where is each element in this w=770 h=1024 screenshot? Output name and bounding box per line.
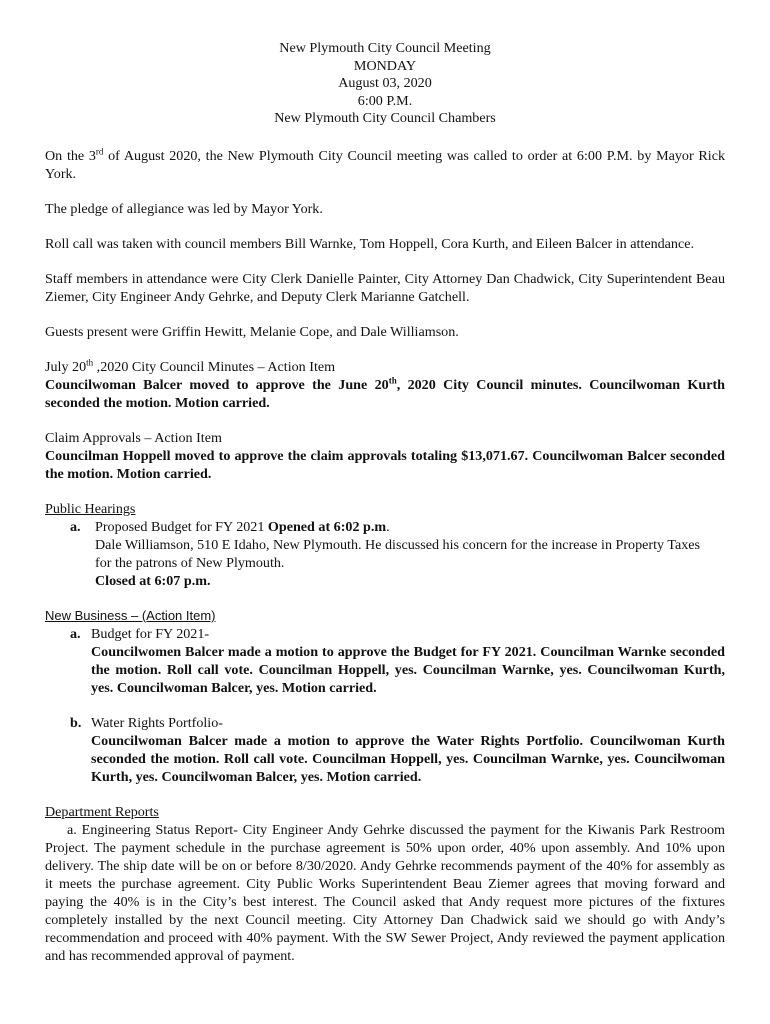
header-title: New Plymouth City Council Meeting: [279, 40, 491, 56]
meeting-header: [45, 40, 725, 128]
department-reports-section: [45, 803, 725, 965]
new-business-item-marker: b.: [70, 714, 82, 731]
spacer: [45, 697, 725, 714]
staff-paragraph: Staff members in attendance were City Clerk Danielle Painter, City Attorney Dan Chadwick, City Superintendent Beau Ziemer, City Engineer Andy Gehrke, and Deputy Clerk Marianne Gatchell.: [45, 270, 725, 305]
department-reports-heading: Department Reports: [45, 803, 159, 820]
new-business-item: [45, 625, 725, 697]
public-hearing-detail: Dale Williamson, 510 E Idaho, New Plymouth. He discussed his concern for the increase in Property Taxes for the patrons of New Plymouth.: [95, 536, 700, 571]
engineering-report: a. Engineering Status Report- City Engineer Andy Gehrke discussed the payment for the Kiwanis Park Restroom Project. The payment schedule in the purchase agreement is 50% upon order, 40% upon assembly. And 10% upon delivery. The ship date will be on or before 8/30/2020. Andy Gehrke recommends payment of the 40% for assembly as it meets the purchase agreement. City Public Works Superintendent Beau Ziemer agrees that moving forward and paying the 40% is in the City’s best interest. The Council asked that Andy request more pictures of the fixtures completely installed by the next Council meeting. City Attorney Dan Chadwick said we should go with Andy’s recommendation and proceed with 40% payment. With the SW Sewer Project, Andy reviewed the payment application and has recommended approval of payment.: [45, 821, 725, 964]
header-date: August 03, 2020: [338, 75, 432, 92]
roll-call-paragraph: Roll call was taken with council members Bill Warnke, Tom Hoppell, Cora Kurth, and Eileen Balcer in attendance.: [45, 235, 695, 252]
pledge-paragraph: The pledge of allegiance was led by Mayor York.: [45, 200, 323, 217]
header-time: 6:00 P.M.: [357, 92, 413, 109]
claims-heading: Claim Approvals – Action Item: [45, 429, 222, 446]
minutes-heading-b: ,2020 City Council Minutes – Action Item: [93, 358, 336, 375]
public-hearing-closed: Closed at 6:07 p.m.: [95, 572, 211, 589]
minutes-motion-sup: th: [388, 375, 397, 386]
minutes-heading-a: July 20: [45, 358, 87, 375]
new-business-section: [45, 607, 725, 786]
intro-text-b: of August 2020, the New Plymouth City Council meeting was called to order at 6:00 P.M. by Mayor Rick York.: [45, 147, 725, 182]
minutes-heading: [45, 358, 725, 376]
public-hearing-marker: a.: [70, 518, 81, 535]
minutes-motion-b: , 2020 City Council minutes. Councilwoman Kurth seconded the motion. Motion carried.: [45, 376, 726, 411]
new-business-heading: New Business – (Action Item): [45, 607, 216, 623]
header-location: New Plymouth City Council Chambers: [274, 110, 496, 127]
intro-paragraph: [45, 147, 725, 183]
minutes-section: [45, 358, 725, 412]
guests-paragraph: Guests present were Griffin Hewitt, Melanie Cope, and Dale Williamson.: [45, 323, 459, 340]
new-business-item-motion: Councilwoman Balcer made a motion to approve the Water Rights Portfolio. Councilwoman Kurth seconded the motion. Roll call vote. Councilman Hoppell, yes. Councilman Warnke, yes. Councilwoman Kurth, yes. Councilwoman Balcer, yes. Motion carried.: [91, 732, 725, 785]
public-hearing-opened: Opened at 6:02 p.m: [267, 518, 387, 535]
intro-sup: rd: [95, 146, 104, 157]
minutes-motion-a: Councilwoman Balcer moved to approve the June 20: [45, 376, 389, 393]
new-business-item-marker: a.: [70, 625, 81, 642]
claims-section: [45, 429, 725, 483]
intro-text-a: On the 3: [45, 147, 96, 164]
new-business-item-title: Budget for FY 2021-: [91, 625, 210, 642]
public-hearings-section: [45, 500, 725, 590]
public-hearing-title: [95, 518, 725, 536]
claims-motion: Councilman Hoppell moved to approve the claim approvals totaling $13,071.67. Councilwoman Balcer seconded the motion. Motion carried.: [45, 447, 725, 482]
new-business-item-motion: Councilwomen Balcer made a motion to approve the Budget for FY 2021. Councilman Warnke seconded the motion. Roll call vote. Councilman Hoppell, yes. Councilman Warnke, yes. Councilwoman Kurth, yes. Councilwoman Balcer, yes. Motion carried.: [91, 643, 725, 696]
minutes-heading-sup: th: [86, 357, 94, 368]
minutes-motion: [45, 376, 725, 412]
public-hearing-item: [45, 518, 725, 590]
public-hearings-heading: Public Hearings: [45, 500, 136, 517]
new-business-item-title: Water Rights Portfolio-: [91, 714, 223, 731]
public-hearing-title-text: Proposed Budget for FY 2021: [95, 518, 268, 535]
public-hearing-period: .: [386, 518, 390, 535]
new-business-item: [45, 714, 725, 786]
header-day: MONDAY: [353, 57, 417, 74]
